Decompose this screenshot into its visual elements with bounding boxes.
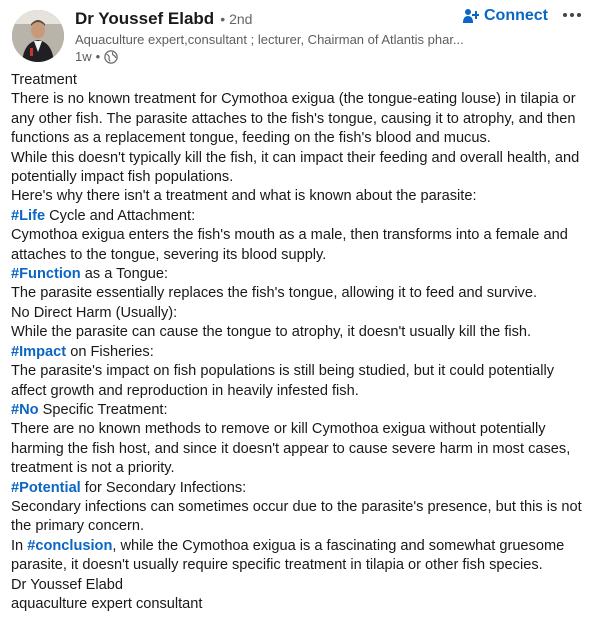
author-headline: Aquaculture expert,consultant ; lecturer, Chairman of Atlantis phar... [75, 32, 464, 47]
ellipsis-icon [577, 13, 581, 17]
connect-button[interactable] [463, 7, 548, 25]
post-line: Cymothoa exigua enters the fish's mouth as a male, then transforms into a female and attaches to the tongue, severing its blood supply. [11, 227, 568, 263]
hashtag-life[interactable]: #Life [11, 207, 46, 224]
post-line: aquaculture expert consultant [11, 595, 203, 612]
author-name[interactable]: Dr Youssef Elabd [75, 9, 215, 28]
hashtag-function[interactable]: #Function [11, 266, 81, 283]
connection-degree: 2nd [229, 11, 253, 27]
hashtag-potential[interactable]: #Potential [11, 479, 81, 496]
post-line: There are no known methods to remove or kill Cymothoa exigua without potentially harming the fish host, and since it doesn't appear to cause severe harm in most cases, treatment is not a priority. [11, 421, 571, 477]
post-line-text: Cycle and Attachment: [45, 207, 196, 224]
meta-separator: • [95, 49, 101, 64]
post-line: Secondary infections can sometimes occur due to the parasite's presence, but this is not the primary concern. [11, 498, 582, 535]
post-line [11, 343, 585, 362]
post-line-text: as a Tongue: [80, 266, 169, 283]
post-line: The parasite's impact on fish populations is still being studied, but it could potentially affect growth and reproduction in heavily infested fish. [11, 363, 555, 399]
degree-separator: • [220, 11, 226, 27]
hashtag-impact[interactable]: #Impact [11, 343, 67, 360]
post-body [11, 71, 585, 614]
post-line-text: Specific Treatment: [38, 401, 168, 418]
globe-icon [104, 50, 118, 64]
author-name-line [75, 9, 465, 29]
plus-user-icon [463, 8, 479, 24]
post-line: While the parasite can cause the tongue to atrophy, it doesn't usually kill the fish. [11, 324, 532, 341]
author-block [75, 9, 465, 64]
avatar[interactable] [12, 10, 64, 62]
post-line [11, 401, 585, 420]
post-line: There is no known treatment for Cymothoa exigua (the tongue-eating louse) in tilapia or any other fish. The parasite attaches to the fish's tongue, causing it to atrophy, and then functions as a replacement tongue, feeding on the fish's blood and mucus. [11, 91, 576, 147]
post-line-text: for Secondary Infections: [80, 479, 247, 496]
avatar-portrait-icon [12, 10, 64, 62]
hashtag-no[interactable]: #No [11, 401, 39, 418]
post-line: The parasite essentially replaces the fish's tongue, allowing it to feed and survive. [11, 285, 538, 302]
post-header [0, 0, 591, 72]
post-line: Treatment [11, 72, 77, 88]
post-line-text: , while the Cymothoa exigua is a fascinating and somewhat gruesome parasite, it doesn't usually require specific treatment in tilapia or other fish species. [11, 537, 565, 574]
post-time: 1w [75, 49, 92, 64]
post-line [11, 537, 585, 576]
post-line [11, 265, 585, 284]
ellipsis-icon [570, 13, 574, 17]
ellipsis-icon [563, 13, 567, 17]
post-line [11, 207, 585, 226]
hashtag-conclusion[interactable]: #conclusion [27, 537, 113, 554]
more-options-button[interactable] [560, 5, 584, 25]
post-line: Here's why there isn't a treatment and what is known about the parasite: [11, 188, 477, 205]
post-line-text: In [11, 537, 28, 554]
post-line: While this doesn't typically kill the fish, it can impact their feeding and overall health, and potentially impact fish populations. [11, 149, 580, 186]
connect-label: Connect [484, 7, 548, 24]
post-meta [75, 49, 465, 64]
post-line-text: on Fisheries: [66, 343, 154, 360]
post-line: No Direct Harm (Usually): [11, 304, 178, 321]
post-line: Dr Youssef Elabd [11, 576, 123, 593]
post-line [11, 479, 585, 498]
